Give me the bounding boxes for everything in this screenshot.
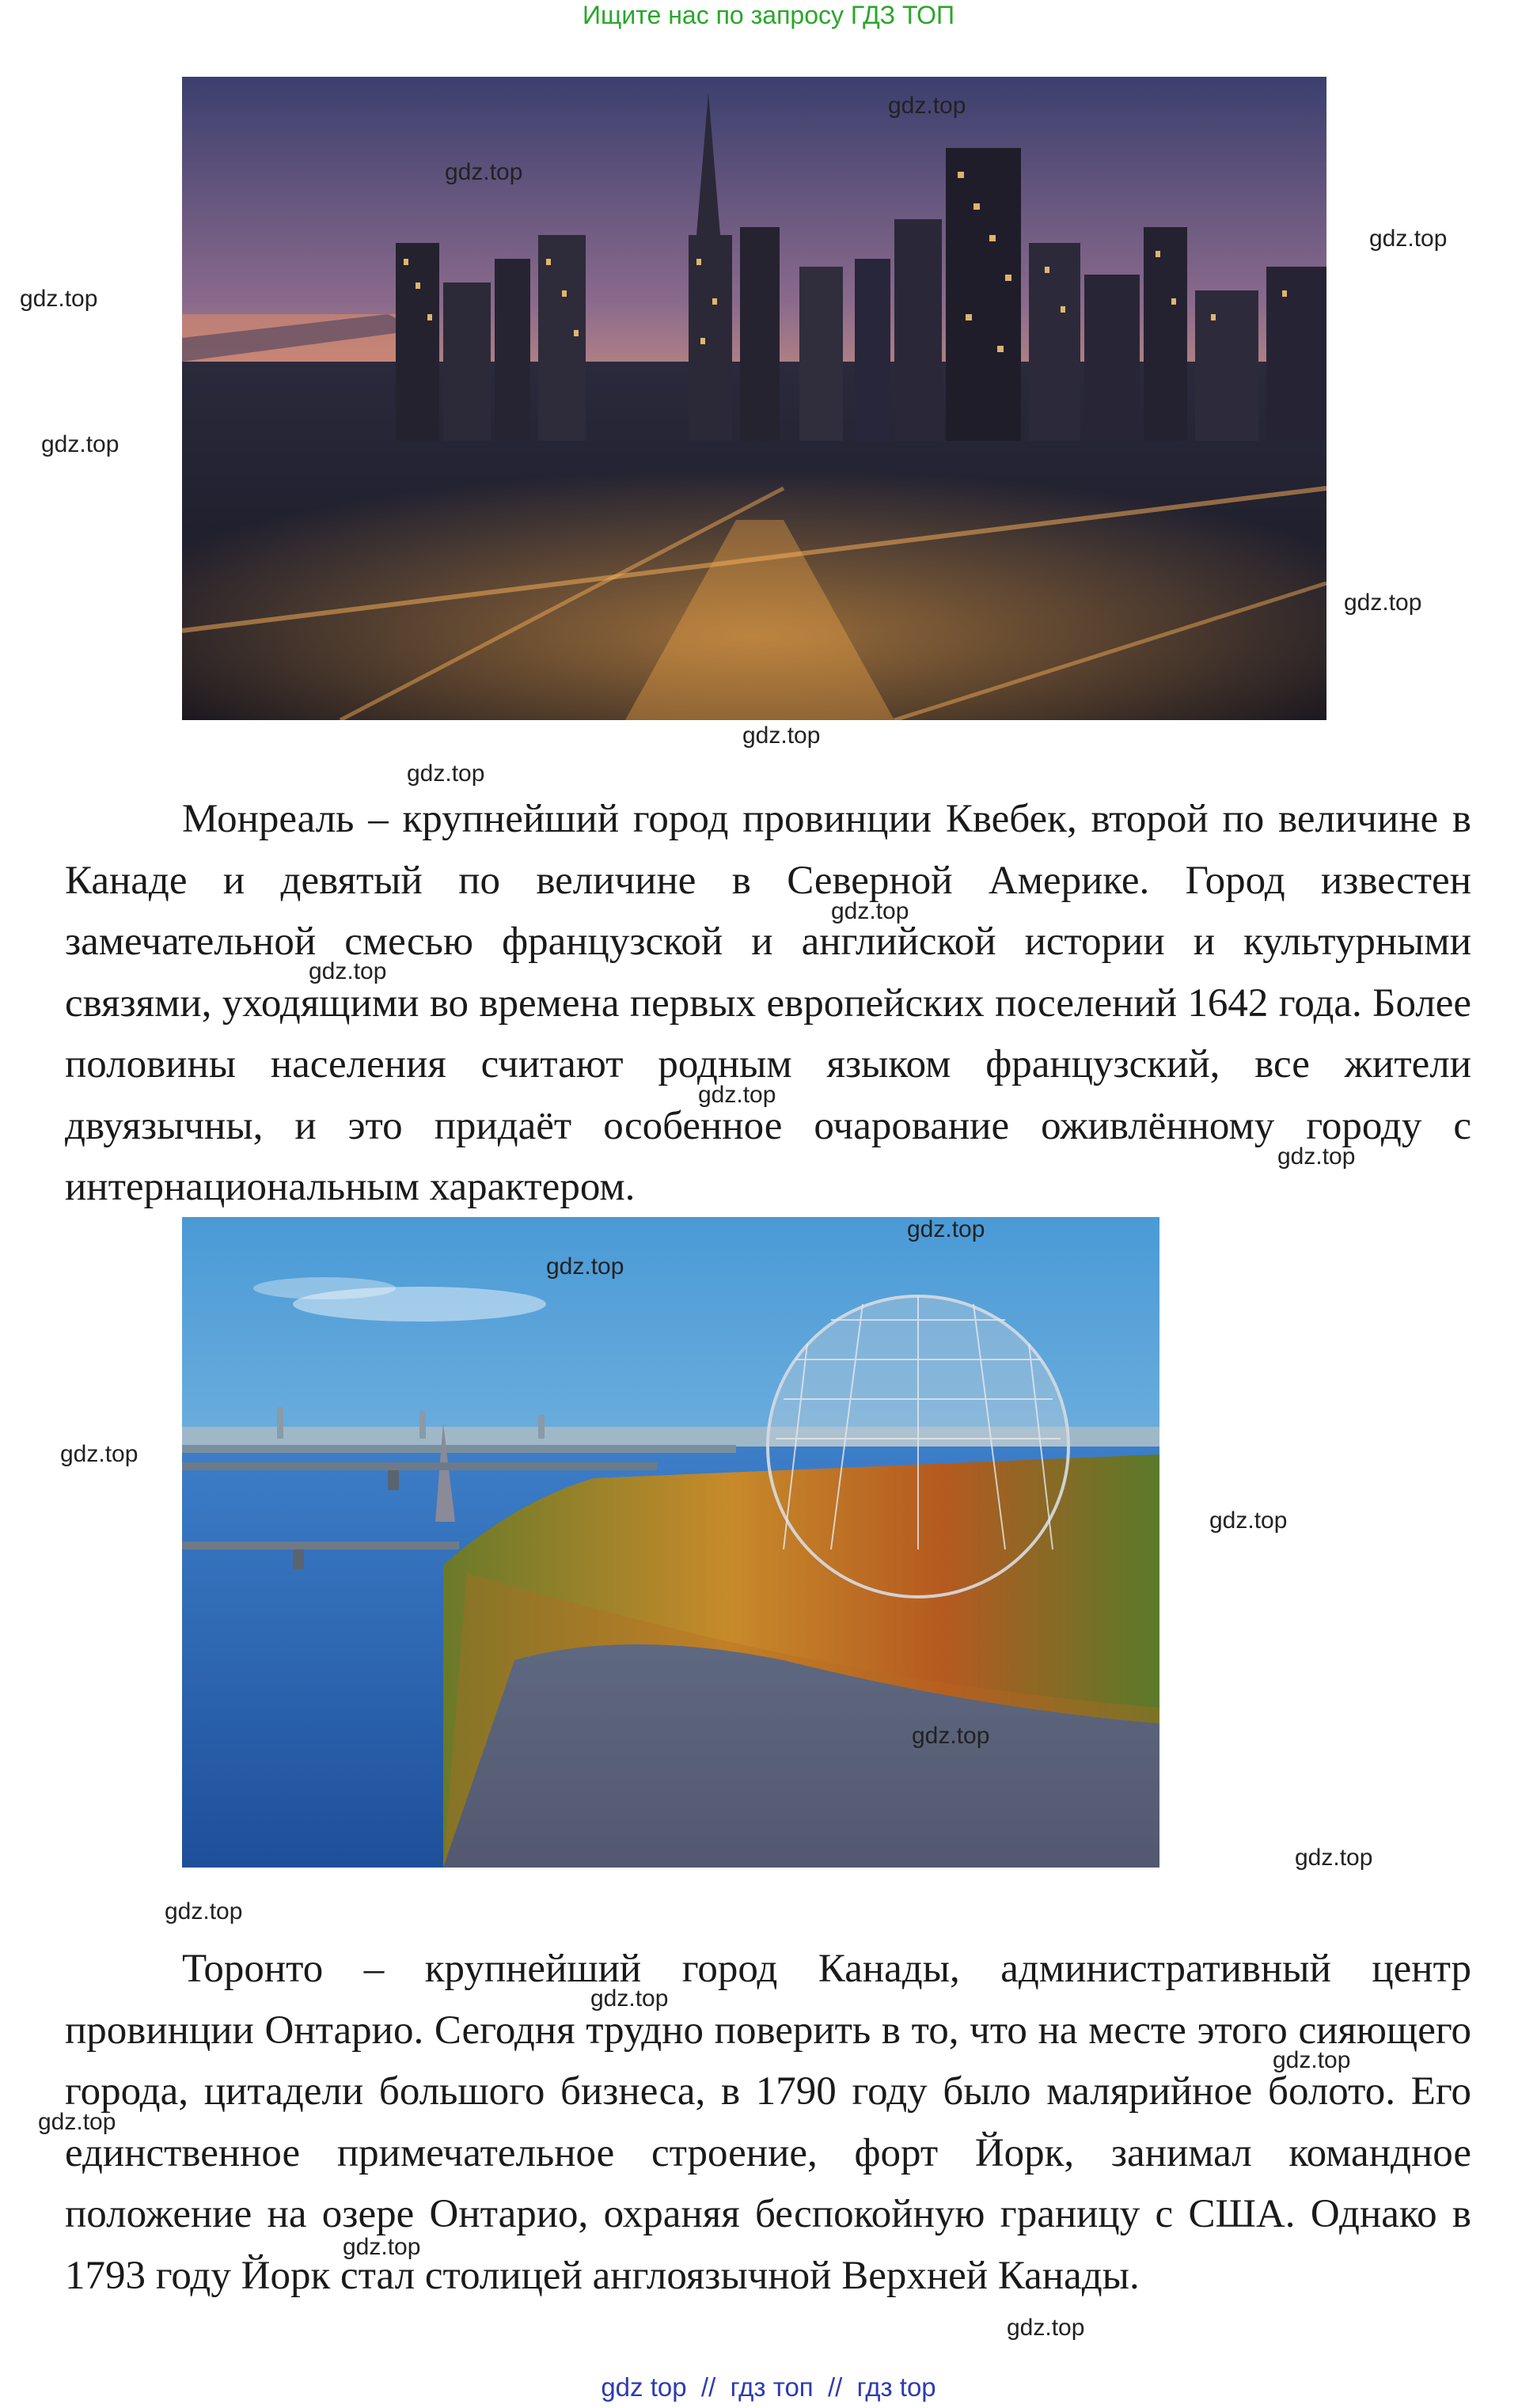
watermark-text: gdz.top bbox=[1209, 1507, 1288, 1534]
watermark-text: gdz.top bbox=[309, 958, 387, 984]
watermark-text: gdz.top bbox=[445, 159, 523, 185]
watermark-text: gdz.top bbox=[1369, 226, 1448, 252]
paragraph-toronto: Торонто – крупнейший город Канады, административный центр провинции Онтарио. Сегодня трудно поверить в то, что на месте этого сияющего города, цитадели большого бизнеса, в 1790 году было малярийное болото. Его единственное примечательное строение, форт Йорк, занимал командное положение на озере Онтарио, охраняя беспокойную границу с США. Однако в 1793 году Йорк стал столицей англоязычной Верхней Канады. bbox=[65, 1947, 1471, 2298]
top-banner[interactable]: Ищите нас по запросу ГДЗ ТОП bbox=[583, 1, 954, 29]
footer-links[interactable]: gdz top // гдз топ // гдз top bbox=[601, 2372, 936, 2402]
watermark-text: gdz.top bbox=[742, 722, 821, 749]
biosphere-dome-icon bbox=[182, 1217, 1159, 1868]
watermark-text: gdz.top bbox=[165, 1898, 243, 1925]
watermark-text: gdz.top bbox=[546, 1253, 624, 1280]
watermark-text: gdz.top bbox=[1273, 2047, 1351, 2073]
watermark-text: gdz.top bbox=[60, 1441, 139, 1467]
watermark-text: gdz.top bbox=[1007, 2315, 1085, 2341]
watermark-text: gdz.top bbox=[590, 1985, 669, 2012]
montreal-biosphere-photo bbox=[182, 1217, 1159, 1868]
watermark-text: gdz.top bbox=[1344, 590, 1422, 616]
night-city-skyline-icon bbox=[182, 77, 1326, 720]
watermark-text: gdz.top bbox=[1295, 1845, 1373, 1871]
watermark-text: gdz.top bbox=[698, 1082, 776, 1108]
watermark-text: gdz.top bbox=[41, 431, 120, 457]
watermark-text: gdz.top bbox=[38, 2109, 116, 2135]
watermark-text: gdz.top bbox=[907, 1216, 985, 1242]
watermark-text: gdz.top bbox=[912, 1723, 990, 1749]
watermark-text: gdz.top bbox=[888, 93, 966, 119]
paragraph-montreal: Монреаль – крупнейший город провинции Квебек, второй по величине в Канаде и девятый по величине в Северной Америке. Город известен замечательной смесью французской и английской истории и культурными связями, уходящими во времена первых европейских поселений 1642 года. Более половины населения считают родным языком французский, все жители двуязычны, и это придаёт особенное очарование оживлённому городу с интернациональным характером. bbox=[65, 797, 1471, 1209]
watermark-text: gdz.top bbox=[407, 760, 485, 787]
watermark-text: gdz.top bbox=[20, 286, 98, 312]
watermark-text: gdz.top bbox=[1277, 1143, 1356, 1170]
watermark-text: gdz.top bbox=[343, 2234, 421, 2260]
watermark-text: gdz.top bbox=[831, 898, 909, 924]
city-skyline-photo bbox=[182, 77, 1326, 720]
